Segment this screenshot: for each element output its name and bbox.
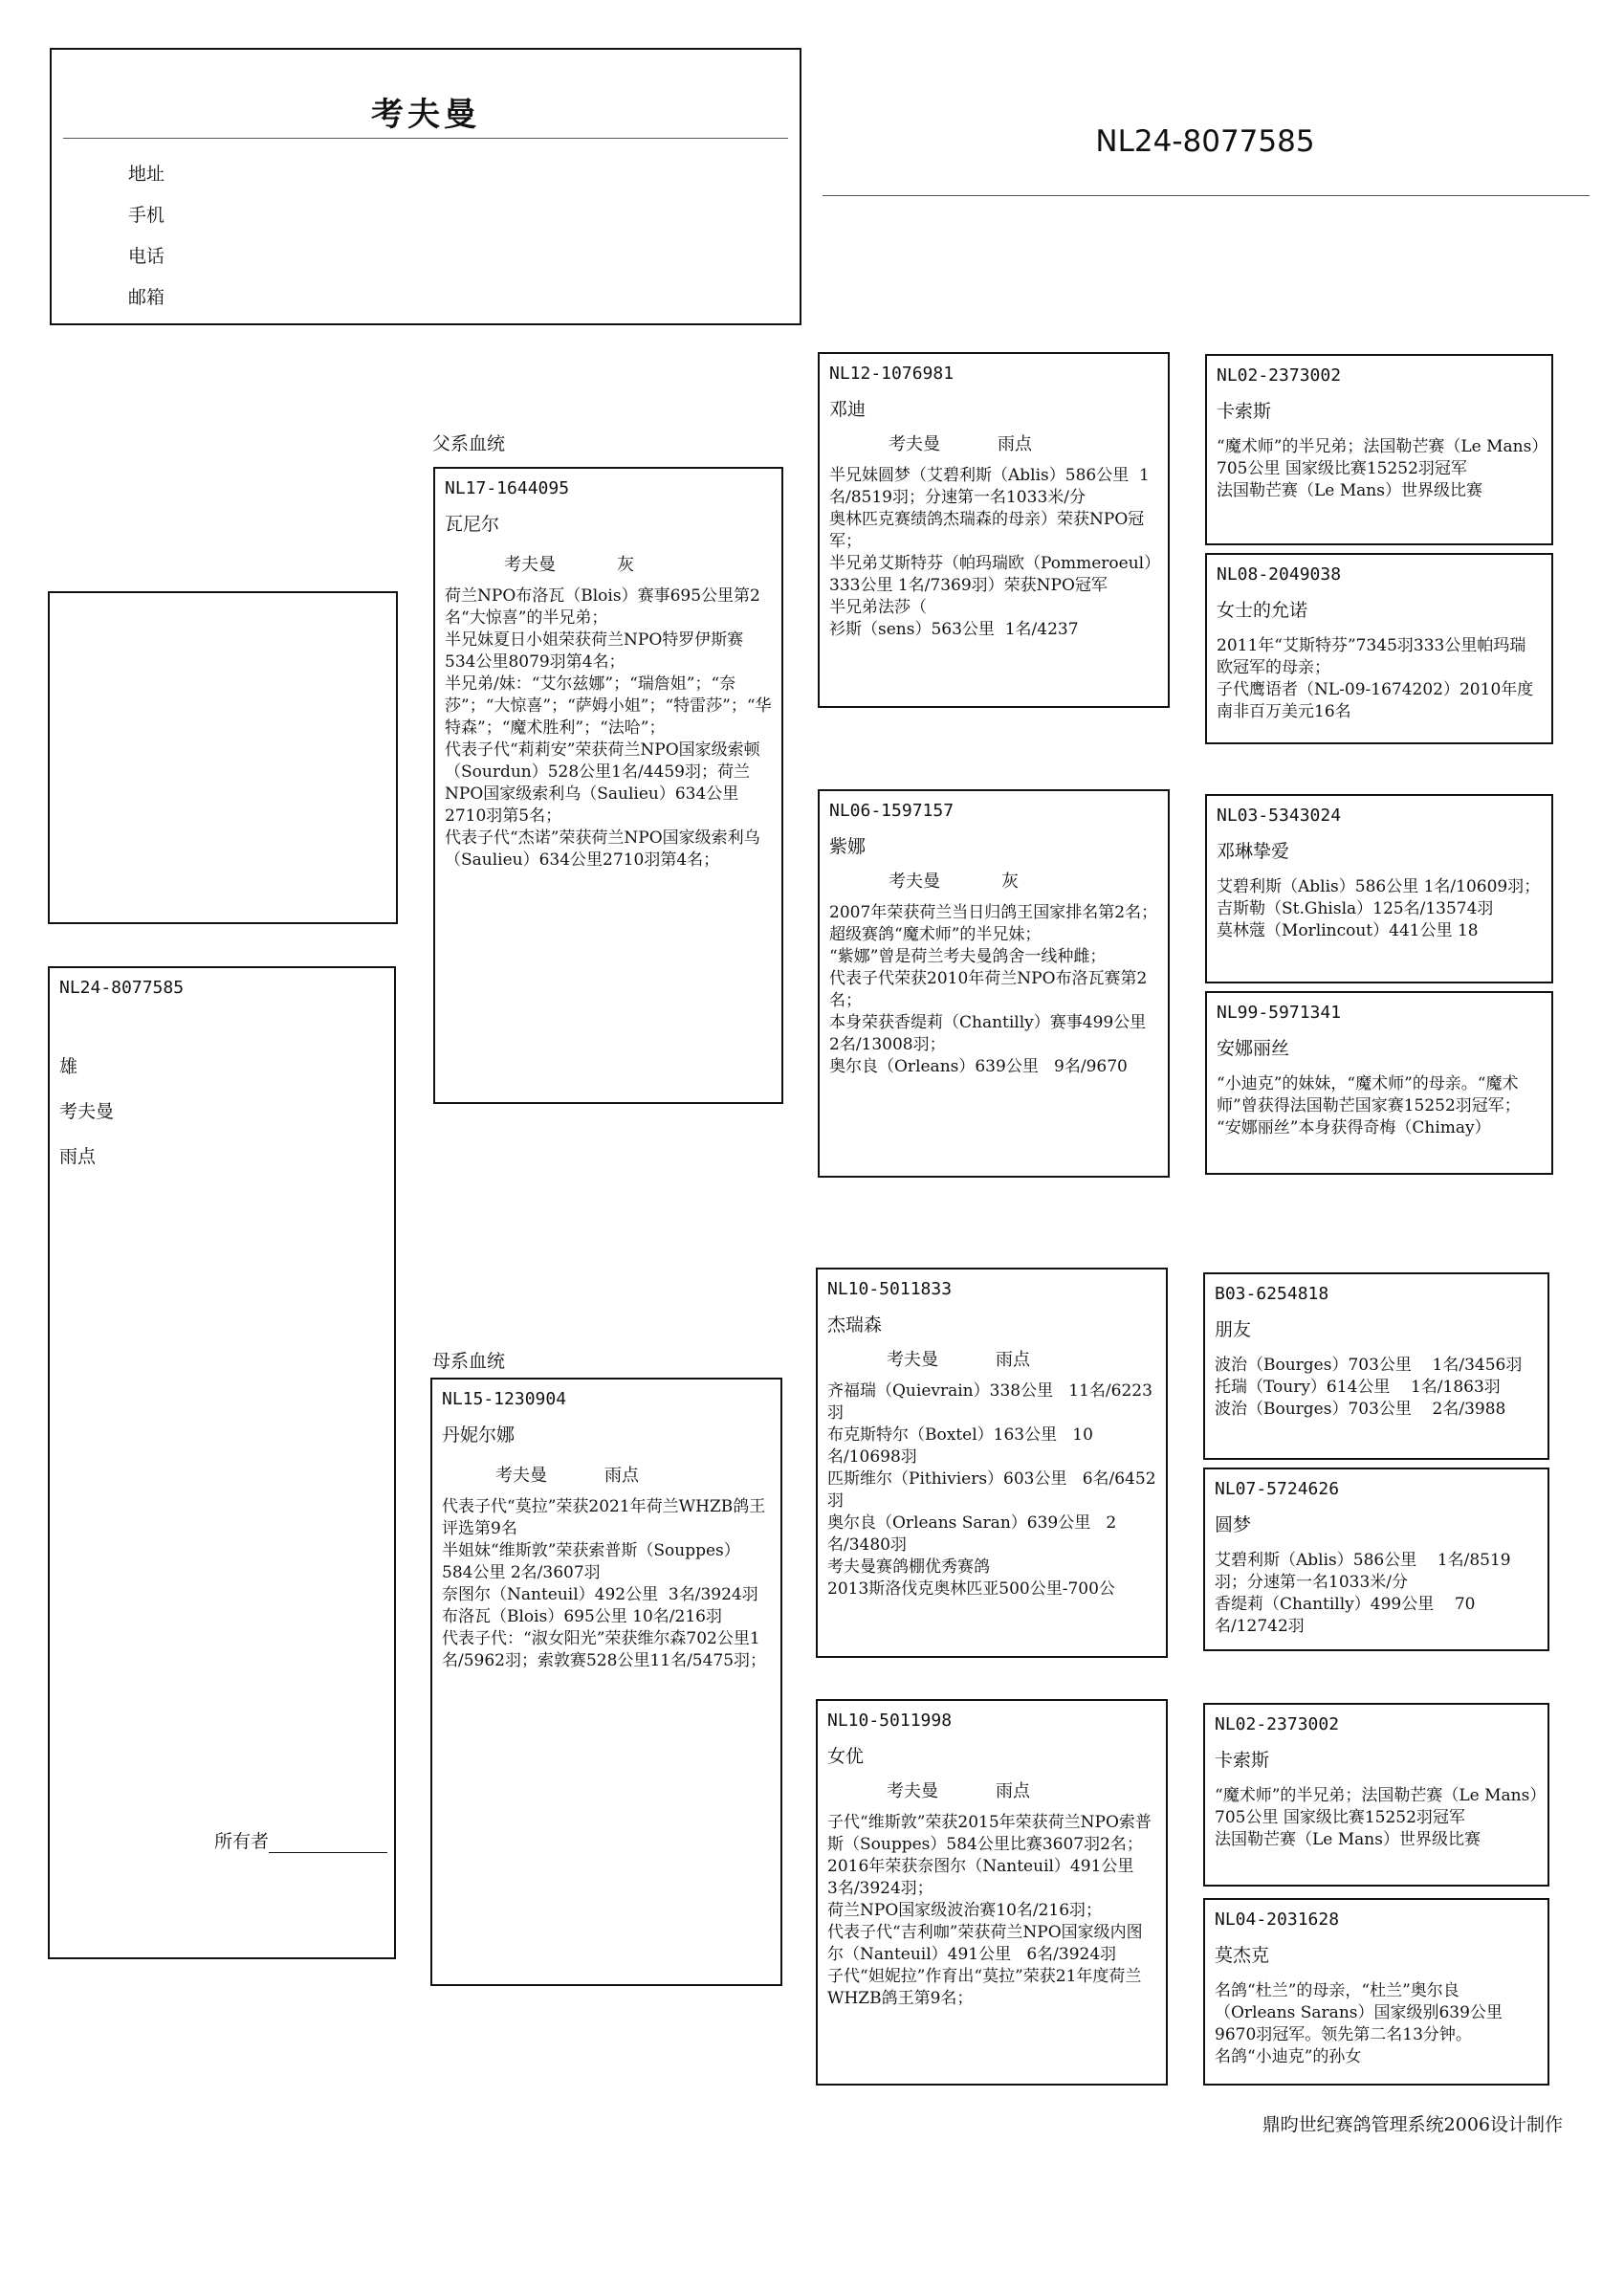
grandparent-text: 齐福瑞（Quievrain）338公里 11名/6223羽 布克斯特尔（Boxtel）163公里 10名/10698羽 匹斯维尔（Pithiviers）603公里 6名/6452羽 奥尔良（Orleans Saran）639公里 2名/3480羽 考夫曼赛鸽棚优秀赛鸽 2013斯洛伐克奥林匹亚500公里-700公 [827, 1381, 1156, 1599]
sire-line-label: 父系血统 [432, 433, 506, 454]
grandparent-name: 女优 [827, 1746, 865, 1767]
owner-field [214, 1827, 387, 1853]
dam-ring: NL15-1230904 [442, 1389, 567, 1409]
great-grandparent-box [1205, 553, 1553, 744]
great-grandparent-ring: NL02-2373002 [1215, 1714, 1340, 1734]
great-grandparent-ring: NL08-2049038 [1217, 564, 1342, 585]
grandparent-breeder: 考夫曼 [889, 872, 940, 892]
grandparent-meta [887, 1781, 1156, 1802]
great-grandparent-text: 艾碧利斯（Ablis）586公里 1名/10609羽； 吉斯勒（St.Ghisla）125名/13574羽 莫林蔻（Morlincout）441公里 18 [1217, 877, 1541, 940]
grandparent-name: 杰瑞森 [827, 1314, 883, 1336]
great-grandparent-ring: NL07-5724626 [1215, 1479, 1340, 1499]
subject-ring: NL24-8077585 [59, 978, 185, 998]
phone-label: 电话 [128, 246, 165, 267]
grandparent-meta [889, 434, 1158, 455]
great-grandparent-text: 波治（Bourges）703公里 1名/3456羽 托瑞（Toury）614公里 1名/1863羽 波治（Bourges）703公里 2名/3988 [1215, 1356, 1523, 1419]
great-grandparent-box [1205, 354, 1553, 545]
header-box [50, 48, 801, 325]
grandparent-name: 紫娜 [829, 836, 867, 857]
header-ring-underline [823, 195, 1590, 196]
subject-box [48, 966, 396, 1959]
great-grandparent-name: 女士的允诺 [1217, 600, 1308, 621]
great-grandparent-text: “小迪克”的妹妹，“魔术师”的母亲。“魔术师”曾获得法国勒芒国家赛15252羽冠军； “安娜丽丝”本身获得奇梅（Chimay） [1217, 1074, 1521, 1137]
dam-color: 雨点 [604, 1466, 639, 1486]
subject-color: 雨点 [59, 1146, 97, 1167]
grandparent-breeder: 考夫曼 [889, 434, 940, 454]
sire-meta [504, 555, 772, 576]
great-grandparent-name: 朋友 [1215, 1319, 1252, 1340]
dam-name: 丹妮尔娜 [442, 1424, 516, 1446]
dam-box [430, 1378, 782, 1986]
grandparent-box [816, 1268, 1168, 1658]
great-grandparent-text: 艾碧利斯（Ablis）586公里 1名/8519羽；分速第一名1033米/分 香缇莉（Chantilly）499公里 70名/12742羽 [1215, 1551, 1511, 1636]
dam-line-label: 母系血统 [432, 1351, 506, 1372]
header-divider [63, 138, 788, 139]
grandparent-ring: NL06-1597157 [829, 801, 955, 821]
sire-breeder: 考夫曼 [504, 555, 556, 575]
grandparent-breeder: 考夫曼 [887, 1781, 938, 1801]
great-grandparent-text: “魔术师”的半兄弟；法国勒芒赛（Le Mans）705公里 国家级比赛15252羽冠军 法国勒芒赛（Le Mans）世界级比赛 [1217, 437, 1540, 500]
great-grandparent-box [1203, 1272, 1549, 1460]
great-grandparent-ring: B03-6254818 [1215, 1284, 1329, 1304]
sire-ring: NL17-1644095 [445, 478, 570, 498]
great-grandparent-name: 邓琳挚爱 [1217, 841, 1290, 862]
grandparent-text: 2007年荣获荷兰当日归鸽王国家排名第2名； 超级赛鸽“魔术师”的半兄妹； “紫娜”曾是荷兰考夫曼鸽舍一线种雌； 代表子代荣获2010年荷兰NPO布洛瓦赛第2名； 本身荣获香缇莉（Chantilly）赛事499公里 2名/13008羽； 奥尔良（Orleans）639公里 9名/9670 [829, 903, 1158, 1076]
great-grandparent-text: “魔术师”的半兄弟；法国勒芒赛（Le Mans）705公里 国家级比赛15252羽冠军 法国勒芒赛（Le Mans）世界级比赛 [1215, 1786, 1538, 1849]
great-grandparent-box [1203, 1468, 1549, 1651]
grandparent-color: 灰 [1001, 872, 1019, 892]
dam-meta [495, 1466, 771, 1487]
email-label: 邮箱 [128, 287, 165, 308]
grandparent-ring: NL12-1076981 [829, 364, 955, 384]
sire-color: 灰 [617, 555, 634, 575]
sire-text: 荷兰NPO布洛瓦（Blois）赛事695公里第2名“大惊喜”的半兄弟； 半兄妹夏日小姐荣获荷兰NPO特罗伊斯赛534公里8079羽第4名； 半兄弟/妹：“艾尔兹娜”；“瑞詹姐”；“奈莎”；“大惊喜”；“萨姆小姐”；“特雷莎”；“华特森”；“魔术胜利”；“法哈”； 代表子代“莉莉安”荣获荷兰NPO国家级索顿（Sourdun）528公里1名/4459羽；荷兰NPO国家级索利乌（Saulieu）634公里2710羽第5名； 代表子代“杰诺”荣获荷兰NPO国家级索利乌（Saulieu）634公里2710羽第4名； [445, 586, 772, 870]
great-grandparent-name: 卡索斯 [1217, 401, 1272, 422]
sire-box [433, 467, 783, 1104]
owner-line [269, 1852, 387, 1853]
great-grandparent-name: 莫杰克 [1215, 1945, 1270, 1966]
great-grandparent-name: 圆梦 [1215, 1514, 1252, 1535]
subject-breeder: 考夫曼 [59, 1101, 115, 1122]
subject-sex: 雄 [59, 1056, 78, 1077]
grandparent-color: 雨点 [996, 1781, 1030, 1801]
photo-frame [48, 591, 398, 924]
header-ring-number: NL24-8077585 [1095, 124, 1315, 159]
owner-label: 所有者 [214, 1831, 270, 1852]
grandparent-box [816, 1699, 1168, 2086]
great-grandparent-name: 卡索斯 [1215, 1750, 1270, 1771]
great-grandparent-text: 名鸽“杜兰”的母亲，“杜兰”奥尔良（Orleans Sarans）国家级别639公里9670羽冠军。领先第二名13分钟。 名鸽“小迪克”的孙女 [1215, 1981, 1503, 2066]
great-grandparent-name: 安娜丽丝 [1217, 1038, 1290, 1059]
grandparent-ring: NL10-5011833 [827, 1279, 953, 1299]
great-grandparent-text: 2011年“艾斯特芬”7345羽333公里帕玛瑞欧冠军的母亲； 子代鹰语者（NL-09-1674202）2010年度南非百万美元16名 [1217, 636, 1534, 721]
great-grandparent-ring: NL02-2373002 [1217, 365, 1342, 386]
great-grandparent-box [1205, 794, 1553, 983]
grandparent-color: 雨点 [996, 1350, 1030, 1370]
mobile-label: 手机 [128, 205, 165, 226]
grandparent-text: 子代“维斯敦”荣获2015年荣获荷兰NPO索普斯（Souppes）584公里比赛3607羽2名；2016年荣获奈图尔（Nanteuil）491公里 3名/3924羽； 荷兰NPO国家级波治赛10名/216羽； 代表子代“吉利咖”荣获荷兰NPO国家级内图尔（Nanteuil）491公里 6名/3924羽 子代“妲妮拉”作育出“莫拉”荣获21年度荷兰WHZB鸽王第9名； [827, 1813, 1152, 2008]
owner-name-title: 考夫曼 [371, 96, 480, 134]
great-grandparent-box [1205, 991, 1553, 1175]
dam-text: 代表子代“莫拉”荣获2021年荷兰WHZB鸽王评选第9名 半姐妹“维斯敦”荣获索普斯（Souppes）584公里 2名/3607羽 奈图尔（Nanteuil）492公里 3名/3924羽 布洛瓦（Blois）695公里 10名/216羽 代表子代：“淑女阳光”荣获维尔森702公里1名/5962羽；索敦赛528公里11名/5475羽； [442, 1497, 767, 1670]
great-grandparent-ring: NL04-2031628 [1215, 1910, 1340, 1930]
grandparent-box [818, 789, 1170, 1178]
great-grandparent-box [1203, 1898, 1549, 2086]
grandparent-meta [889, 872, 1158, 893]
grandparent-meta [887, 1350, 1156, 1371]
great-grandparent-ring: NL99-5971341 [1217, 1003, 1342, 1023]
footer-credit: 鼎昀世纪赛鸽管理系统2006设计制作 [1262, 2114, 1563, 2135]
grandparent-name: 邓迪 [829, 399, 867, 420]
grandparent-text: 半兄妹圆梦（艾碧利斯（Ablis）586公里 1名/8519羽；分速第一名1033米/分 奥林匹克赛绩鸽杰瑞森的母亲）荣获NPO冠军； 半兄弟艾斯特芬（帕玛瑞欧（Pommeroeul）333公里 1名/7369羽）荣获NPO冠军 半兄弟法莎（ 衫斯（sens）563公里 1名/4237 [829, 466, 1152, 639]
grandparent-color: 雨点 [998, 434, 1032, 454]
grandparent-breeder: 考夫曼 [887, 1350, 938, 1370]
address-label: 地址 [128, 164, 165, 185]
sire-name: 瓦尼尔 [445, 514, 500, 535]
dam-breeder: 考夫曼 [495, 1466, 547, 1486]
grandparent-ring: NL10-5011998 [827, 1711, 953, 1731]
great-grandparent-box [1203, 1703, 1549, 1887]
grandparent-box [818, 352, 1170, 708]
great-grandparent-ring: NL03-5343024 [1217, 806, 1342, 826]
